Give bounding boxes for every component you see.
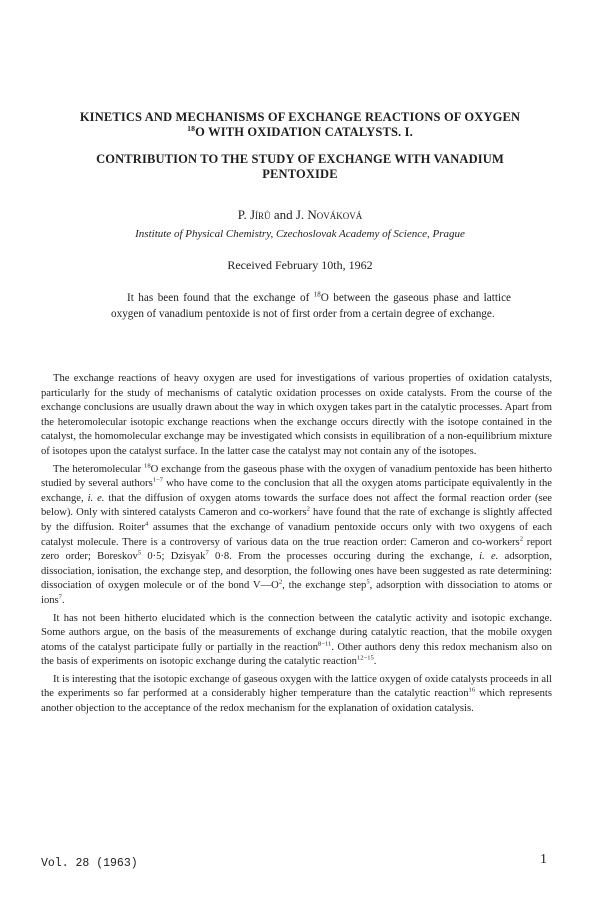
- title-line-2: [20, 125, 580, 140]
- citation: 7: [205, 549, 209, 557]
- text-run: have found that the rate of exchange is slightly affected by the diffusion. Roiter: [41, 507, 552, 533]
- author-2-initial: J.: [295, 207, 308, 222]
- superscript: 2: [278, 578, 283, 586]
- page-number: 1: [540, 852, 547, 867]
- authors: [0, 207, 600, 223]
- isotope-superscript: 18: [187, 123, 196, 133]
- author-1-initial: P.: [237, 207, 250, 222]
- title-line-2-text: O WITH OXIDATION CATALYSTS. I.: [195, 125, 413, 139]
- body-text: [41, 372, 552, 720]
- superscript: 18: [144, 462, 151, 470]
- paragraph-4: [41, 673, 552, 717]
- text-run: , the exchange step: [282, 580, 367, 592]
- citation: 5: [366, 578, 370, 586]
- paragraph-2: [41, 463, 552, 609]
- citation: 1−7: [152, 476, 163, 484]
- journal-volume: Vol. 28 (1963): [41, 857, 138, 870]
- italic-ie: i. e.: [87, 492, 105, 504]
- text-run: , adsorption with dissociation to atoms or ions: [41, 580, 552, 606]
- title-line-1: KINETICS AND MECHANISMS OF EXCHANGE REACTIONS OF OXYGEN: [79, 110, 521, 124]
- authors-and: and: [270, 207, 296, 222]
- citation: 2: [306, 505, 310, 513]
- citation: 16: [468, 686, 476, 694]
- paragraph-3: [41, 612, 552, 670]
- abstract: [111, 290, 511, 322]
- abstract-text: [111, 290, 511, 322]
- text-run: which represents another objection to the acceptance of the redox mechanism for the explanation of oxidation catalysis.: [41, 688, 552, 715]
- text-run: adsorption, dissociation, ionisation, the exchange step, and desorption, the following ones have been suggested as rate determining: dissociation of oxygen molecule or of the bond V—O: [41, 551, 552, 592]
- author-2-name: Nováková: [307, 207, 363, 222]
- text-run: report zero order; Boreskov: [41, 536, 552, 563]
- text-run: .: [373, 656, 377, 668]
- text-run: who have come to the conclusion that all the oxygen atoms participate equivalently in the exchange,: [41, 478, 552, 504]
- text-run: assumes that the exchange of vanadium pentoxide occurs only with two oxygens of each catalyst molecule. There is a controversy of various data on the true reaction order: Cameron and co-workers: [41, 521, 552, 548]
- citation: 5: [137, 549, 142, 557]
- author-1-name: Jírů: [250, 207, 271, 222]
- citation: 12−15: [356, 654, 374, 662]
- text-run: O exchange from the gaseous phase with the oxygen of vanadium pentoxide has been hitherto studied by several authors: [41, 463, 552, 490]
- abstract-sup: 18: [313, 290, 321, 299]
- italic-ie: i. e.: [479, 551, 499, 563]
- text-run: It has not been hitherto elucidated which is the connection between the catalytic activity and isotopic exchange. Some authors argue, on the basis of the measurements of exchange during catalytic reaction, that the mobile oxygen atoms of the catalyst participate fully or partially in the reaction: [41, 612, 552, 653]
- text-run: 0·8. From the processes occuring during the exchange,: [208, 551, 480, 563]
- received-date: Received February 10th, 1962: [227, 258, 373, 272]
- citation: 8−11: [318, 640, 332, 648]
- paragraph-1: The exchange reactions of heavy oxygen are used for investigations of various properties of oxidation catalysts, particularly for the study of mechanisms of catalytic oxidation processes on oxide catalysts. From the course of the exchange conclusions are usually drawn about the way in which oxygen takes part in the catalytic processes. Apart from the heteromolecular isotopic exchange reactions when the exchange occurs directly with the isotope contained in the catalyst, the homomolecular exchange may be investigated which consists in equilibration of a non-equilibrium mixture of isotopes upon the catalyst surface. In the latter case the catalyst may not contain any of the isotopes.: [41, 373, 552, 457]
- abstract-part: O between the gaseous phase and lattice oxygen of vanadium pentoxide is not of first order from a certain degree of exchange.: [111, 292, 511, 320]
- abstract-part: It has been found that the exchange of: [127, 292, 314, 304]
- title-line-3: CONTRIBUTION TO THE STUDY OF EXCHANGE WITH VANADIUM: [96, 152, 504, 166]
- citation: 2: [519, 535, 523, 542]
- citation: 4: [145, 520, 149, 528]
- institute: Institute of Physical Chemistry, Czechoslovak Academy of Science, Prague: [135, 228, 465, 240]
- text-run: The heteromolecular: [53, 463, 145, 475]
- text-run: that the diffusion of oxygen atoms towards the surface does not affect the formal reaction order (see below). Only with sintered catalysts Cameron and co-workers: [41, 492, 552, 519]
- text-run: .: [61, 594, 65, 606]
- title-line-4: PENTOXIDE: [262, 167, 338, 181]
- citation: 7: [58, 593, 62, 601]
- text-run: 0·5; Dzisyak: [141, 551, 206, 563]
- text-run: It is interesting that the isotopic exchange of gaseous oxygen with the lattice oxygen of oxide catalysts proceeds in all the experiments so far performed at a considerably higher temperature than the catalytic reaction: [41, 673, 552, 700]
- text-run: . Other authors deny this redox mechanism also on the basis of experiments on isotopic exchange during the catalytic reaction: [41, 641, 552, 668]
